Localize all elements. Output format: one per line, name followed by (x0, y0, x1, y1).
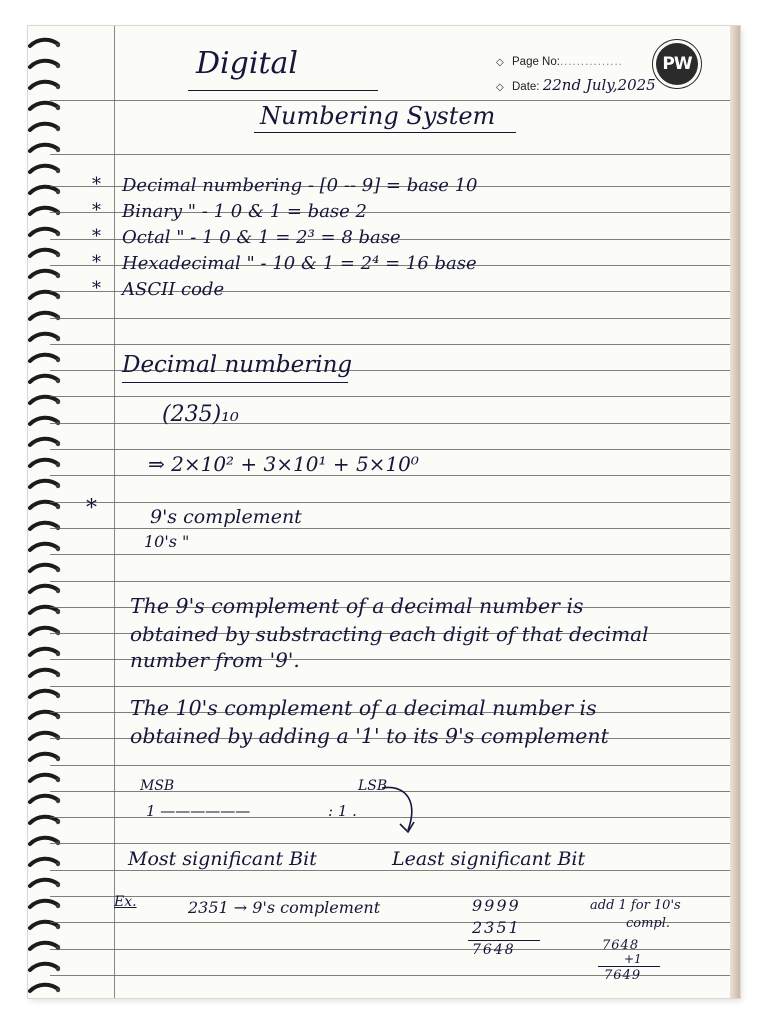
msb-line: 1 —————— (146, 802, 251, 820)
spiral-coil (30, 334, 58, 340)
complement-bullet: * (86, 496, 97, 521)
binding-hole (56, 232, 60, 236)
ruled-line (50, 154, 730, 155)
add-note-1: add 1 for 10's (590, 898, 681, 913)
ruled-line (50, 870, 730, 871)
binding-hole (56, 715, 60, 719)
binding-hole (56, 127, 60, 131)
example-text: 2351 → 9's complement (188, 898, 381, 917)
binding-hole (56, 694, 60, 698)
pw-logo: PW (653, 40, 701, 88)
date-label: Date: (512, 81, 540, 93)
binding-hole (56, 274, 60, 278)
topic-item: Hexadecimal " - 10 & 1 = 2⁴ = 16 base (122, 253, 477, 274)
spiral-coil (30, 565, 58, 571)
section-heading: Decimal numbering (122, 352, 353, 378)
add-note-2: compl. (626, 916, 671, 931)
diamond-icon: ◇ (496, 82, 504, 93)
binding-hole (56, 967, 60, 971)
spiral-coil (30, 460, 58, 466)
spiral-coil (30, 187, 58, 193)
ruled-line (50, 686, 730, 687)
lsb-arrow-icon (378, 782, 428, 838)
binding-hole (56, 190, 60, 194)
topic-item: Octal " - 1 0 & 1 = 2³ = 8 base (122, 227, 401, 248)
binding-hole (56, 85, 60, 89)
notebook-page (28, 26, 740, 998)
addition-line (598, 966, 660, 967)
spiral-coil (30, 145, 58, 151)
binding-hole (56, 400, 60, 404)
binding-hole (56, 379, 60, 383)
binding-hole (56, 442, 60, 446)
date-row (496, 76, 656, 94)
spiral-coil (30, 754, 58, 760)
lsb-line: : 1 . (328, 802, 357, 820)
ruled-line (50, 318, 730, 319)
subject-title: Digital (196, 46, 298, 81)
spiral-coil (30, 691, 58, 697)
add-row-1: 7648 (602, 938, 640, 953)
page-title: Numbering System (260, 102, 496, 130)
binding-hole (56, 820, 60, 824)
spiral-coil (30, 880, 58, 886)
spiral-coil (30, 859, 58, 865)
binding-hole (56, 757, 60, 761)
nines-definition-2: obtained by substracting each digit of that decimal (130, 622, 649, 646)
spiral-coil (30, 985, 58, 991)
binding-hole (56, 568, 60, 572)
binding-hole (56, 925, 60, 929)
binding-hole (56, 169, 60, 173)
ruled-line (50, 396, 730, 397)
binding-hole (56, 148, 60, 152)
final-row: 7649 (604, 968, 642, 983)
binding-hole (56, 673, 60, 677)
spiral-coil (30, 481, 58, 487)
ruled-line (50, 344, 730, 345)
spiral-coil (30, 292, 58, 298)
ruled-line (50, 765, 730, 766)
spiral-coil (30, 544, 58, 550)
spiral-coil (30, 271, 58, 277)
example-label: Ex. (114, 894, 137, 910)
spiral-coil (30, 901, 58, 907)
binding-hole (56, 862, 60, 866)
spiral-coil (30, 775, 58, 781)
topic-item: Binary " - 1 0 & 1 = base 2 (122, 201, 367, 222)
msb-label: MSB (140, 778, 175, 794)
page-no-row (496, 56, 623, 68)
ruled-line (50, 423, 730, 424)
binding-hole (56, 358, 60, 362)
binding-hole (56, 505, 60, 509)
expansion: ⇒ 2×10² + 3×10¹ + 5×10⁰ (148, 452, 419, 476)
ruled-line (50, 100, 730, 101)
topic-bullet: * (92, 200, 101, 221)
binding-hole (56, 295, 60, 299)
binding-hole (56, 43, 60, 47)
tens-definition-1: The 10's complement of a decimal number is (130, 696, 597, 720)
page-no-label: Page No: (512, 56, 560, 68)
lsb-label: LSB (358, 778, 388, 794)
spiral-coil (30, 376, 58, 382)
margin-line (114, 26, 115, 998)
title-underline (254, 132, 516, 133)
spiral-coil (30, 670, 58, 676)
topic-item: ASCII code (122, 279, 225, 300)
topic-bullet: * (92, 226, 101, 247)
ruled-line (50, 843, 730, 844)
spiral-coil (30, 229, 58, 235)
spiral-coil (30, 124, 58, 130)
binding-hole (56, 778, 60, 782)
spiral-coil (30, 355, 58, 361)
diamond-icon: ◇ (496, 57, 504, 68)
page-edge (730, 26, 740, 998)
ruled-line (50, 528, 730, 529)
add-row-2: +1 (624, 952, 642, 966)
subject-underline (188, 90, 378, 91)
spiral-coil (30, 61, 58, 67)
spiral-coil (30, 103, 58, 109)
spiral-coil (30, 166, 58, 172)
spiral-binding (28, 26, 68, 998)
spiral-coil (30, 82, 58, 88)
tens-definition-2: obtained by adding a '1' to its 9's complement (130, 724, 609, 748)
binding-hole (56, 547, 60, 551)
topic-bullet: * (92, 174, 101, 195)
binding-hole (56, 610, 60, 614)
tens-complement: 10's " (144, 532, 190, 551)
result-row: 7648 (472, 942, 516, 958)
spiral-coil (30, 208, 58, 214)
subtraction-line (468, 940, 540, 941)
ruled-line (50, 581, 730, 582)
spiral-coil (30, 649, 58, 655)
nines-row: 9999 (472, 896, 521, 915)
spiral-coil (30, 796, 58, 802)
topic-bullet: * (92, 252, 101, 273)
example-number: (235)₁₀ (162, 402, 239, 427)
spiral-coil (30, 964, 58, 970)
binding-hole (56, 463, 60, 467)
binding-hole (56, 484, 60, 488)
binding-hole (56, 799, 60, 803)
ruled-line (50, 896, 730, 897)
date-value: 22nd July,2025 (542, 76, 656, 94)
nines-definition-1: The 9's complement of a decimal number is (130, 594, 584, 618)
binding-hole (56, 883, 60, 887)
binding-hole (56, 337, 60, 341)
least-significant-bit: Least significant Bit (392, 848, 586, 870)
binding-hole (56, 64, 60, 68)
spiral-coil (30, 250, 58, 256)
page-no-dots: ............... (559, 56, 623, 68)
binding-hole (56, 988, 60, 992)
spiral-coil (30, 397, 58, 403)
spiral-coil (30, 439, 58, 445)
binding-hole (56, 589, 60, 593)
spiral-coil (30, 586, 58, 592)
ruled-line (50, 554, 730, 555)
binding-hole (56, 253, 60, 257)
binding-hole (56, 106, 60, 110)
binding-hole (56, 652, 60, 656)
topic-bullet: * (92, 278, 101, 299)
minus-row: 2351 (472, 918, 521, 937)
spiral-coil (30, 40, 58, 46)
most-significant-bit: Most significant Bit (128, 848, 317, 870)
ruled-line (50, 449, 730, 450)
topic-item: Decimal numbering - [0 -- 9] = base 10 (122, 175, 478, 196)
section-underline (122, 382, 348, 383)
binding-hole (56, 904, 60, 908)
nines-definition-3: number from '9'. (130, 648, 300, 672)
nines-complement: 9's complement (150, 506, 302, 528)
ruled-line (50, 502, 730, 503)
